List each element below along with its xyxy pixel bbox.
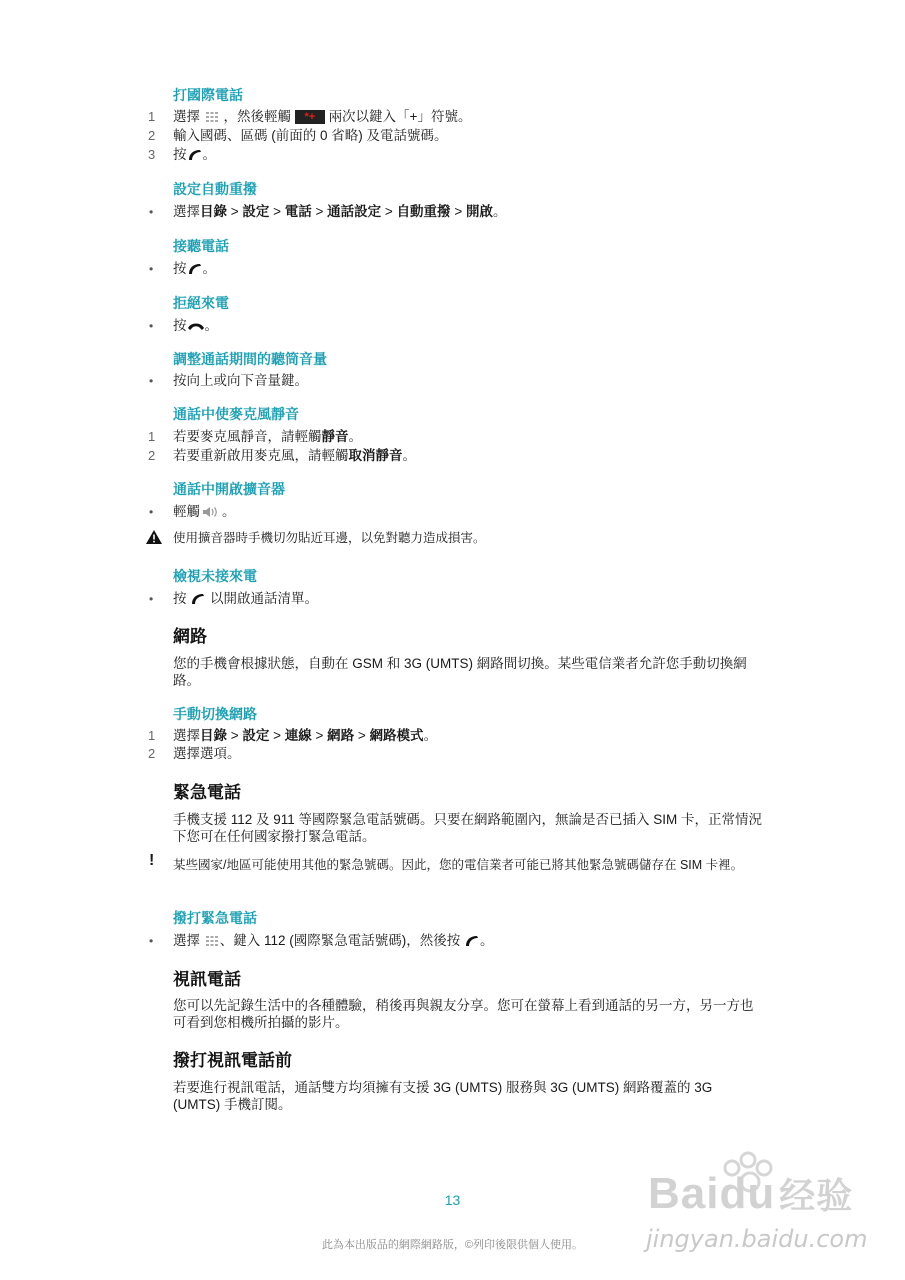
text: 。	[480, 933, 494, 948]
step-row	[0, 108, 905, 126]
text: 選擇	[173, 109, 200, 124]
text: 選擇	[173, 728, 200, 743]
text: 若要麥克風靜音，請輕觸	[173, 429, 322, 444]
step-number: 2	[148, 746, 156, 761]
bullet: •	[149, 505, 154, 519]
important-note-icon: !	[149, 852, 155, 869]
network-body: 您的手機會根據狀態，自動在 GSM 和 3G (UMTS) 網路間切換。某些電信業者允許您手動切換網路。	[173, 656, 747, 688]
text: 輕觸	[173, 504, 200, 519]
step-number: 2	[148, 448, 156, 463]
step-row	[0, 146, 905, 164]
end-call-key-icon	[187, 319, 205, 333]
menu-path: 通話設定	[327, 204, 382, 219]
step-text: 選擇選項。	[173, 746, 241, 761]
text: 按	[173, 261, 187, 276]
sep: >	[450, 204, 466, 219]
watermark-brand	[648, 1168, 853, 1219]
bullet: •	[149, 592, 154, 606]
call-key-icon	[187, 262, 203, 276]
text: 若要重新啟用麥克風，請輕觸	[173, 448, 349, 463]
call-key-icon	[464, 934, 480, 948]
text: 按	[173, 318, 187, 333]
heading-before-video-call: 撥打視訊電話前	[173, 1051, 292, 1070]
text: 選擇	[173, 204, 200, 219]
menu-path: 目錄	[200, 728, 227, 743]
step-row	[0, 127, 905, 145]
bullet: •	[149, 262, 154, 276]
text: 按	[173, 147, 187, 162]
watermark-brand-text: du	[719, 1169, 776, 1218]
text: 兩次以鍵入「+」符號。	[328, 109, 472, 124]
bullet: •	[149, 205, 154, 219]
bullet: •	[149, 934, 154, 948]
text: 。	[222, 504, 236, 519]
menu-path: 目錄	[200, 204, 227, 219]
bullet-row	[0, 372, 905, 390]
step-number: 1	[148, 109, 156, 124]
emergency-body: 手機支援 112 及 911 等國際緊急電話號碼。只要在網路範圍內，無論是否已插入 SIM 卡，正常情況下您可在任何國家撥打緊急電話。	[173, 812, 763, 844]
heading-auto-redial: 設定自動重撥	[173, 181, 257, 197]
step-text: 輸入國碼、區碼 (前面的 0 省略) 及電話號碼。	[173, 128, 448, 143]
bullet-row	[0, 260, 905, 278]
heading-international-call: 打國際電話	[173, 87, 243, 103]
sep: >	[227, 204, 243, 219]
watermark-url: jingyan.baidu.com	[646, 1225, 868, 1253]
bullet-row	[0, 317, 905, 335]
menu-path: 靜音	[321, 429, 349, 444]
heading-mute-microphone: 通話中使麥克風靜音	[173, 406, 299, 422]
bullet-row	[0, 203, 905, 221]
bullet-row	[0, 590, 905, 608]
text: 。	[348, 429, 362, 444]
text: 以開啟通話清單。	[210, 591, 319, 606]
heading-make-emergency-call: 撥打緊急電話	[173, 910, 257, 926]
call-key-icon	[187, 148, 203, 162]
heading-network: 網路	[173, 627, 207, 646]
heading-adjust-volume: 調整通話期間的聽筒音量	[173, 351, 327, 367]
watermark-cn-text: 经验	[779, 1175, 854, 1216]
bullet-row	[0, 503, 905, 521]
text: 。	[202, 147, 216, 162]
keypad-icon	[204, 935, 220, 947]
menu-path: 設定	[242, 728, 270, 743]
text: 、鍵入 112 (國際緊急電話號碼)，然後按	[219, 933, 461, 948]
menu-path: 開啟	[465, 204, 493, 219]
sep: >	[311, 204, 328, 219]
menu-path: 網路模式	[369, 728, 424, 743]
sep: >	[227, 728, 243, 743]
heading-speakerphone: 通話中開啟擴音器	[173, 481, 285, 497]
keypad-icon	[204, 111, 220, 123]
bullet: •	[149, 319, 154, 333]
sep: >	[269, 728, 285, 743]
step-number: 3	[148, 147, 156, 162]
step-row	[0, 428, 905, 446]
step-number: 2	[148, 128, 156, 143]
warning-icon	[145, 529, 163, 545]
menu-path: 連線	[284, 728, 312, 743]
video-body: 您可以先記錄生活中的各種體驗，稍後再與親友分享。您可在螢幕上看到通話的另一方，另一方也可看到您相機所拍攝的影片。	[173, 998, 754, 1030]
page-number: 13	[444, 1192, 461, 1208]
warning-note: 使用擴音器時手機切勿貼近耳邊，以免對聽力造成損害。	[173, 531, 486, 545]
heading-emergency-calls: 緊急電話	[173, 783, 241, 802]
text: 。	[492, 204, 507, 219]
text: ，然後輕觸	[223, 109, 292, 124]
sep: >	[381, 204, 397, 219]
sep: >	[269, 204, 285, 219]
heading-video-calls: 視訊電話	[173, 970, 241, 989]
call-key-icon	[190, 592, 206, 606]
heading-answer-call: 接聽電話	[173, 238, 229, 254]
watermark-brand-text: Bai	[648, 1169, 720, 1218]
page-footer: 此為本出版品的網際網路版，©列印後限供個人使用。	[321, 1239, 584, 1251]
menu-path: 自動重撥	[396, 204, 451, 219]
step-number: 1	[148, 429, 156, 444]
speaker-icon	[200, 505, 222, 519]
step-row	[0, 447, 905, 465]
text: 。	[202, 261, 216, 276]
step-row	[0, 727, 905, 745]
before-video-body: 若要進行視訊電話，通話雙方均須擁有支援 3G (UMTS) 服務與 3G (UMTS) 網路覆蓋的 3G (UMTS) 手機訂閱。	[173, 1080, 713, 1112]
text: 按	[173, 591, 187, 606]
text: 。	[204, 318, 218, 333]
step-row	[0, 745, 905, 763]
bullet-row	[0, 932, 905, 950]
heading-missed-calls: 檢視未接來電	[173, 568, 257, 584]
text: 選擇	[173, 933, 200, 948]
menu-path: 網路	[327, 728, 355, 743]
menu-path: 取消靜音	[348, 448, 403, 463]
menu-path: 設定	[242, 204, 270, 219]
menu-path: 電話	[284, 204, 312, 219]
step-number: 1	[148, 728, 156, 743]
bullet: •	[149, 374, 154, 388]
emergency-note: 某些國家/地區可能使用其他的緊急號碼。因此，您的電信業者可能已將其他緊急號碼儲存在 SIM 卡裡。	[173, 858, 744, 872]
sep: >	[354, 728, 370, 743]
bullet-text: 按向上或向下音量鍵。	[173, 373, 308, 388]
text: 。	[402, 448, 416, 463]
star-plus-key-icon: *+	[295, 110, 325, 124]
text: 。	[423, 728, 438, 743]
heading-reject-call: 拒絕來電	[173, 295, 229, 311]
heading-manual-network: 手動切換網路	[173, 706, 257, 722]
sep: >	[311, 728, 328, 743]
